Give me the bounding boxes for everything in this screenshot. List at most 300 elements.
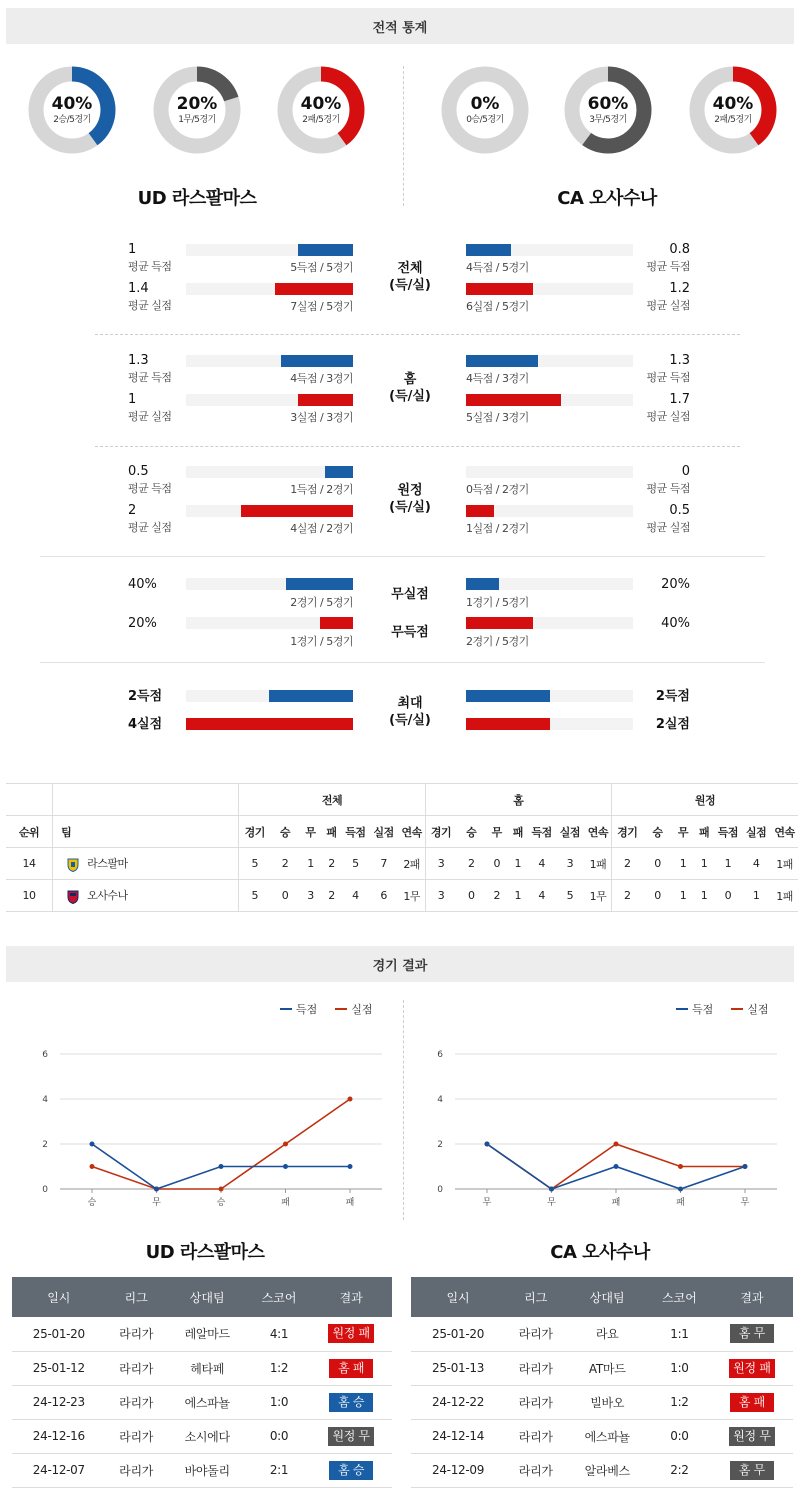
donut-percent: 20% [176, 93, 218, 114]
standings-cell: 2 [270, 848, 300, 880]
standings-cell: 2 [611, 880, 642, 912]
match-score: 1:1 [648, 1317, 711, 1351]
blank-cell [6, 784, 53, 816]
divider [403, 66, 404, 206]
table-row [12, 1453, 392, 1487]
home-max-scored: 2득점 [128, 689, 163, 704]
x-tick-label: 무 [152, 1198, 161, 1208]
away-clean-bar [466, 578, 499, 590]
away-avg-scored-label: 평균 득점 [646, 482, 690, 495]
standings-cell: 1 [694, 848, 715, 880]
away-noscore-bar [466, 617, 533, 629]
x-tick-label: 패 [611, 1198, 621, 1208]
away-max-scored-bar [466, 690, 550, 702]
match-league: 라리가 [505, 1419, 566, 1453]
table-row [411, 1317, 793, 1351]
result-badge: 홈 무 [730, 1324, 774, 1343]
standings-group-header: 홈 [425, 784, 611, 816]
standings-col-header: 실점 [741, 816, 771, 848]
standings-group-header: 원정 [611, 784, 798, 816]
away-max-scored: 2득점 [655, 689, 690, 704]
standings-cell: 0 [456, 880, 486, 912]
scored-point [219, 1164, 224, 1169]
standings-col-header: 무 [300, 816, 321, 848]
team-header: 팀 [53, 816, 239, 848]
match-league: 라리가 [505, 1351, 566, 1385]
table-row [411, 1419, 793, 1453]
conceded-point [348, 1097, 353, 1102]
away-noscore-pct: 40% [661, 616, 690, 631]
standings-cell: 0 [486, 848, 507, 880]
legend-conceded-label: 실점 [747, 1003, 769, 1016]
home-avg-conceded-label: 평균 실점 [128, 521, 172, 534]
results-header-row [411, 1277, 793, 1317]
away-scored-bar [466, 244, 511, 256]
x-tick-label: 패 [281, 1198, 290, 1208]
home-donut-0 [28, 66, 116, 154]
results-header: 경기 결과 [6, 946, 794, 982]
away-goals-chart [425, 1040, 785, 1215]
match-date: 24-12-22 [411, 1385, 505, 1419]
match-league: 라리가 [505, 1317, 566, 1351]
home-noscore-bar [320, 617, 353, 629]
y-tick-label: 2 [42, 1140, 48, 1150]
match-opponent: 소시에다 [167, 1419, 248, 1453]
standings-cell: 4 [528, 848, 555, 880]
home-avg-scored: 1 [128, 242, 137, 257]
clean-label: 무실점 [391, 587, 429, 602]
donut-percent: 40% [712, 93, 754, 114]
team-name: 라스팔마 [87, 857, 128, 871]
table-row [6, 880, 798, 912]
match-date: 25-01-13 [411, 1351, 505, 1385]
results-header-row [12, 1277, 392, 1317]
match-opponent: 라요 [566, 1317, 648, 1351]
team-cell [53, 848, 239, 880]
group-subtitle: (득/실) [389, 389, 431, 404]
match-opponent: 알라베스 [566, 1453, 648, 1487]
away-avg-scored-label: 평균 득점 [646, 260, 690, 273]
standings-cell: 5 [239, 848, 270, 880]
y-tick-label: 6 [42, 1050, 48, 1060]
standings-cell: 1 [300, 848, 321, 880]
home-clean-caption: 2경기 / 5경기 [290, 596, 353, 609]
results-col-header: 상대팀 [167, 1277, 248, 1317]
donut-text [28, 66, 116, 154]
donut-percent: 60% [587, 93, 629, 114]
donut-percent: 40% [51, 93, 93, 114]
match-score: 1:0 [248, 1385, 311, 1419]
match-result-cell [310, 1453, 392, 1487]
match-result-cell [310, 1351, 392, 1385]
home-avg-scored: 1.3 [128, 353, 149, 368]
home-scored-caption: 1득점 / 2경기 [290, 483, 353, 496]
standings-col-header: 연속 [399, 816, 426, 848]
standings-cell: 1패 [771, 880, 798, 912]
standings-cell: 3 [300, 880, 321, 912]
y-tick-label: 2 [437, 1140, 443, 1150]
away-conceded-caption: 1실점 / 2경기 [466, 522, 529, 535]
standings-cell: 1 [741, 880, 771, 912]
table-row [6, 848, 798, 880]
group-subtitle: (득/실) [389, 278, 431, 293]
results-col-header: 리그 [505, 1277, 566, 1317]
max-center-label [380, 695, 440, 729]
standings-cell: 1패 [771, 848, 798, 880]
donut-caption: 0승/5경기 [466, 114, 504, 125]
donut-caption: 2승/5경기 [53, 114, 91, 125]
standings-cell: 1 [672, 848, 693, 880]
donut-caption: 2패/5경기 [714, 114, 752, 125]
standings-cell: 5 [555, 880, 585, 912]
result-badge: 원정 패 [729, 1359, 774, 1378]
results-col-header: 스코어 [648, 1277, 711, 1317]
match-score: 1:0 [648, 1351, 711, 1385]
legend-conceded-swatch [335, 1008, 347, 1010]
result-badge: 홈 패 [329, 1359, 373, 1378]
scored-point [614, 1164, 619, 1169]
match-opponent: 헤타페 [167, 1351, 248, 1385]
donut-text [441, 66, 529, 154]
divider [95, 446, 740, 447]
standings-col-header: 패 [507, 816, 528, 848]
match-date: 24-12-16 [12, 1419, 106, 1453]
standings-cell: 3 [555, 848, 585, 880]
table-row [12, 1419, 392, 1453]
match-date: 24-12-23 [12, 1385, 106, 1419]
standings-cell: 5 [342, 848, 369, 880]
table-row [411, 1385, 793, 1419]
result-badge: 홈 무 [730, 1461, 774, 1480]
match-opponent: 에스파뇰 [167, 1385, 248, 1419]
away-avg-scored: 1.3 [669, 353, 690, 368]
donut-caption: 3무/5경기 [589, 114, 627, 125]
away-avg-scored-label: 평균 득점 [646, 371, 690, 384]
standings-cell: 0 [270, 880, 300, 912]
standings-cell: 1 [694, 880, 715, 912]
home-max-conceded: 4실점 [128, 717, 163, 732]
group-center-label [380, 371, 440, 405]
home-conceded-bar [298, 394, 353, 406]
standings-col-header: 경기 [425, 816, 456, 848]
rank-header: 순위 [6, 816, 53, 848]
away-avg-conceded: 1.7 [669, 392, 690, 407]
result-badge: 홈 승 [329, 1393, 373, 1412]
match-result-cell [310, 1385, 392, 1419]
standings-col-header: 경기 [611, 816, 642, 848]
home-noscore-pct: 20% [128, 616, 157, 631]
donut-caption: 1무/5경기 [178, 114, 216, 125]
match-opponent: 에스파뇰 [566, 1419, 648, 1453]
match-opponent: AT마드 [566, 1351, 648, 1385]
home-avg-conceded-label: 평균 실점 [128, 410, 172, 423]
standings-cell: 0 [643, 880, 673, 912]
match-result-cell [310, 1317, 392, 1351]
donut-caption: 2패/5경기 [302, 114, 340, 125]
result-badge: 원정 무 [328, 1427, 373, 1446]
standings-cell: 0 [643, 848, 673, 880]
away-avg-scored: 0.8 [669, 242, 690, 257]
away-avg-conceded-label: 평균 실점 [646, 410, 690, 423]
match-league: 라리가 [106, 1351, 167, 1385]
standings-col-row [6, 816, 798, 848]
conceded-point [219, 1187, 224, 1192]
home-avg-conceded-label: 평균 실점 [128, 299, 172, 312]
home-avg-scored-label: 평균 득점 [128, 260, 172, 273]
away-avg-scored: 0 [681, 464, 690, 479]
away-conceded-bar [466, 283, 533, 295]
result-badge: 홈 승 [329, 1461, 373, 1480]
donut-text [277, 66, 365, 154]
las-palmas-crest-icon [67, 857, 79, 872]
rank-cell: 10 [6, 880, 53, 912]
home-max-scored-bar [269, 690, 353, 702]
match-date: 24-12-09 [411, 1453, 505, 1487]
home-avg-conceded: 1 [128, 392, 137, 407]
home-goals-chart [30, 1040, 390, 1215]
standings-cell: 2패 [399, 848, 426, 880]
home-conceded-bar [241, 505, 353, 517]
standings-cell: 1 [672, 880, 693, 912]
match-date: 24-12-14 [411, 1419, 505, 1453]
conceded-point [614, 1142, 619, 1147]
match-score: 2:1 [248, 1453, 311, 1487]
x-tick-label: 승 [216, 1198, 226, 1208]
match-date: 25-01-20 [12, 1317, 106, 1351]
scored-point [90, 1142, 95, 1147]
match-opponent: 레알마드 [167, 1317, 248, 1351]
standings-col-header: 무 [486, 816, 507, 848]
group-center-label [380, 482, 440, 516]
standings-cell: 0 [715, 880, 742, 912]
standings-col-header: 무 [672, 816, 693, 848]
results-col-header: 일시 [12, 1277, 106, 1317]
legend-scored-swatch [676, 1008, 688, 1010]
legend-scored-label: 득점 [692, 1003, 714, 1016]
home-donut-2 [277, 66, 365, 154]
standings-cell: 2 [456, 848, 486, 880]
y-tick-label: 0 [437, 1185, 443, 1195]
home-clean-bar [286, 578, 353, 590]
match-date: 25-01-20 [411, 1317, 505, 1351]
home-avg-scored: 0.5 [128, 464, 149, 479]
match-score: 1:2 [648, 1385, 711, 1419]
results-col-header: 일시 [411, 1277, 505, 1317]
away-conceded-caption: 6실점 / 5경기 [466, 300, 529, 313]
result-badge: 원정 무 [729, 1427, 774, 1446]
result-badge: 홈 패 [730, 1393, 774, 1412]
match-league: 라리가 [106, 1317, 167, 1351]
home-avg-conceded: 1.4 [128, 281, 149, 296]
match-score: 4:1 [248, 1317, 311, 1351]
standings-table [6, 783, 798, 912]
divider [95, 334, 740, 335]
scored-point [485, 1142, 490, 1147]
standings-cell: 1 [507, 848, 528, 880]
rank-cell: 14 [6, 848, 53, 880]
away-max-conceded-bar [466, 718, 550, 730]
home-avg-scored-label: 평균 득점 [128, 371, 172, 384]
y-tick-label: 4 [437, 1095, 443, 1105]
donut-text [689, 66, 777, 154]
match-league: 라리가 [106, 1419, 167, 1453]
table-row [411, 1453, 793, 1487]
home-avg-scored-label: 평균 득점 [128, 482, 172, 495]
standings-cell: 1패 [585, 848, 612, 880]
match-date: 24-12-07 [12, 1453, 106, 1487]
conceded-point [678, 1164, 683, 1169]
match-result-cell [310, 1419, 392, 1453]
max-title: 최대 [397, 696, 423, 711]
match-score: 1:2 [248, 1351, 311, 1385]
standings-cell: 3 [425, 848, 456, 880]
standings-cell: 1무 [585, 880, 612, 912]
legend-conceded-swatch [731, 1008, 743, 1010]
table-row [411, 1351, 793, 1385]
standings-col-header: 득점 [342, 816, 369, 848]
standings-col-header: 연속 [771, 816, 798, 848]
away-results-table [411, 1277, 793, 1488]
away-max-conceded: 2실점 [655, 717, 690, 732]
standings-cell: 4 [528, 880, 555, 912]
y-tick-label: 6 [437, 1050, 443, 1060]
table-row [12, 1317, 392, 1351]
standings-cell: 4 [342, 880, 369, 912]
table-row [12, 1351, 392, 1385]
standings-cell: 2 [486, 880, 507, 912]
away-results-title: CA 오사수나 [550, 1242, 650, 1263]
match-result-cell [711, 1317, 793, 1351]
results-col-header: 결과 [310, 1277, 392, 1317]
y-tick-label: 0 [42, 1185, 48, 1195]
chart-legend-home [280, 1001, 373, 1017]
standings-cell: 2 [611, 848, 642, 880]
legend-conceded-label: 실점 [351, 1003, 373, 1016]
away-donut-1 [564, 66, 652, 154]
max-subtitle: (득/실) [389, 713, 431, 728]
noscore-label: 무득점 [391, 625, 429, 640]
osasuna-crest-icon [67, 889, 79, 904]
home-scored-bar [298, 244, 353, 256]
standings-cell: 3 [425, 880, 456, 912]
conceded-point [90, 1164, 95, 1169]
standings-cell: 2 [321, 880, 342, 912]
home-clean-pct: 40% [128, 577, 157, 592]
match-league: 라리가 [106, 1453, 167, 1487]
standings-col-header: 패 [694, 816, 715, 848]
home-noscore-caption: 1경기 / 5경기 [290, 635, 353, 648]
away-clean-pct: 20% [661, 577, 690, 592]
standings-group-row [6, 784, 798, 816]
standings-col-header: 연속 [585, 816, 612, 848]
results-col-header: 리그 [106, 1277, 167, 1317]
away-conceded-bar [466, 505, 494, 517]
divider [40, 662, 765, 663]
y-tick-label: 4 [42, 1095, 48, 1105]
standings-col-header: 경기 [239, 816, 270, 848]
standings-cell: 7 [369, 848, 399, 880]
match-result-cell [711, 1385, 793, 1419]
standings-cell: 1무 [399, 880, 426, 912]
team-cell [53, 880, 239, 912]
group-title: 홈 [403, 372, 417, 387]
x-tick-label: 무 [740, 1198, 750, 1208]
home-conceded-caption: 7실점 / 5경기 [290, 300, 353, 313]
standings-cell: 5 [239, 880, 270, 912]
away-donut-2 [689, 66, 777, 154]
match-score: 0:0 [648, 1419, 711, 1453]
donut-percent: 0% [470, 93, 500, 114]
results-col-header: 스코어 [248, 1277, 311, 1317]
away-conceded-bar [466, 394, 561, 406]
legend-scored-swatch [280, 1008, 292, 1010]
match-result-cell [711, 1351, 793, 1385]
team-name: 오사수나 [87, 889, 128, 903]
home-scored-bar [325, 466, 353, 478]
away-clean-caption: 1경기 / 5경기 [466, 596, 529, 609]
donut-percent: 40% [300, 93, 342, 114]
match-league: 라리가 [505, 1385, 566, 1419]
scored-point [283, 1164, 288, 1169]
group-center-label [380, 260, 440, 294]
away-scored-caption: 4득점 / 5경기 [466, 261, 529, 274]
home-avg-conceded: 2 [128, 503, 137, 518]
standings-cell: 1 [715, 848, 742, 880]
standings-group-header: 전체 [239, 784, 425, 816]
home-conceded-bar [275, 283, 353, 295]
home-scored-caption: 5득점 / 5경기 [290, 261, 353, 274]
divider [40, 556, 765, 557]
standings-cell: 4 [741, 848, 771, 880]
home-scored-caption: 4득점 / 3경기 [290, 372, 353, 385]
standings-col-header: 득점 [528, 816, 555, 848]
away-avg-conceded-label: 평균 실점 [646, 521, 690, 534]
standings-col-header: 승 [643, 816, 673, 848]
match-score: 0:0 [248, 1419, 311, 1453]
scored-point [743, 1164, 748, 1169]
match-league: 라리가 [505, 1453, 566, 1487]
standings-cell: 2 [321, 848, 342, 880]
group-title: 원정 [397, 483, 423, 498]
match-opponent: 바야돌리 [167, 1453, 248, 1487]
match-score: 2:2 [648, 1453, 711, 1487]
legend-scored-label: 득점 [296, 1003, 318, 1016]
away-avg-conceded-label: 평균 실점 [646, 299, 690, 312]
x-tick-label: 패 [345, 1198, 355, 1208]
home-conceded-caption: 4실점 / 2경기 [290, 522, 353, 535]
conceded-point [283, 1142, 288, 1147]
scored-point [348, 1164, 353, 1169]
away-scored-bar [466, 355, 538, 367]
x-tick-label: 무 [547, 1198, 556, 1208]
blank-cell [53, 784, 239, 816]
home-donut-1 [153, 66, 241, 154]
home-conceded-caption: 3실점 / 3경기 [290, 411, 353, 424]
scored-point [154, 1187, 159, 1192]
standings-col-header: 실점 [555, 816, 585, 848]
match-result-cell [711, 1419, 793, 1453]
away-scored-caption: 4득점 / 3경기 [466, 372, 529, 385]
results-col-header: 상대팀 [566, 1277, 648, 1317]
results-col-header: 결과 [711, 1277, 793, 1317]
home-team-title: UD 라스팔마스 [137, 188, 257, 209]
away-noscore-caption: 2경기 / 5경기 [466, 635, 529, 648]
standings-cell: 1 [507, 880, 528, 912]
result-badge: 원정 패 [328, 1324, 373, 1343]
match-league: 라리가 [106, 1385, 167, 1419]
scored-point [678, 1187, 683, 1192]
away-avg-conceded: 0.5 [669, 503, 690, 518]
